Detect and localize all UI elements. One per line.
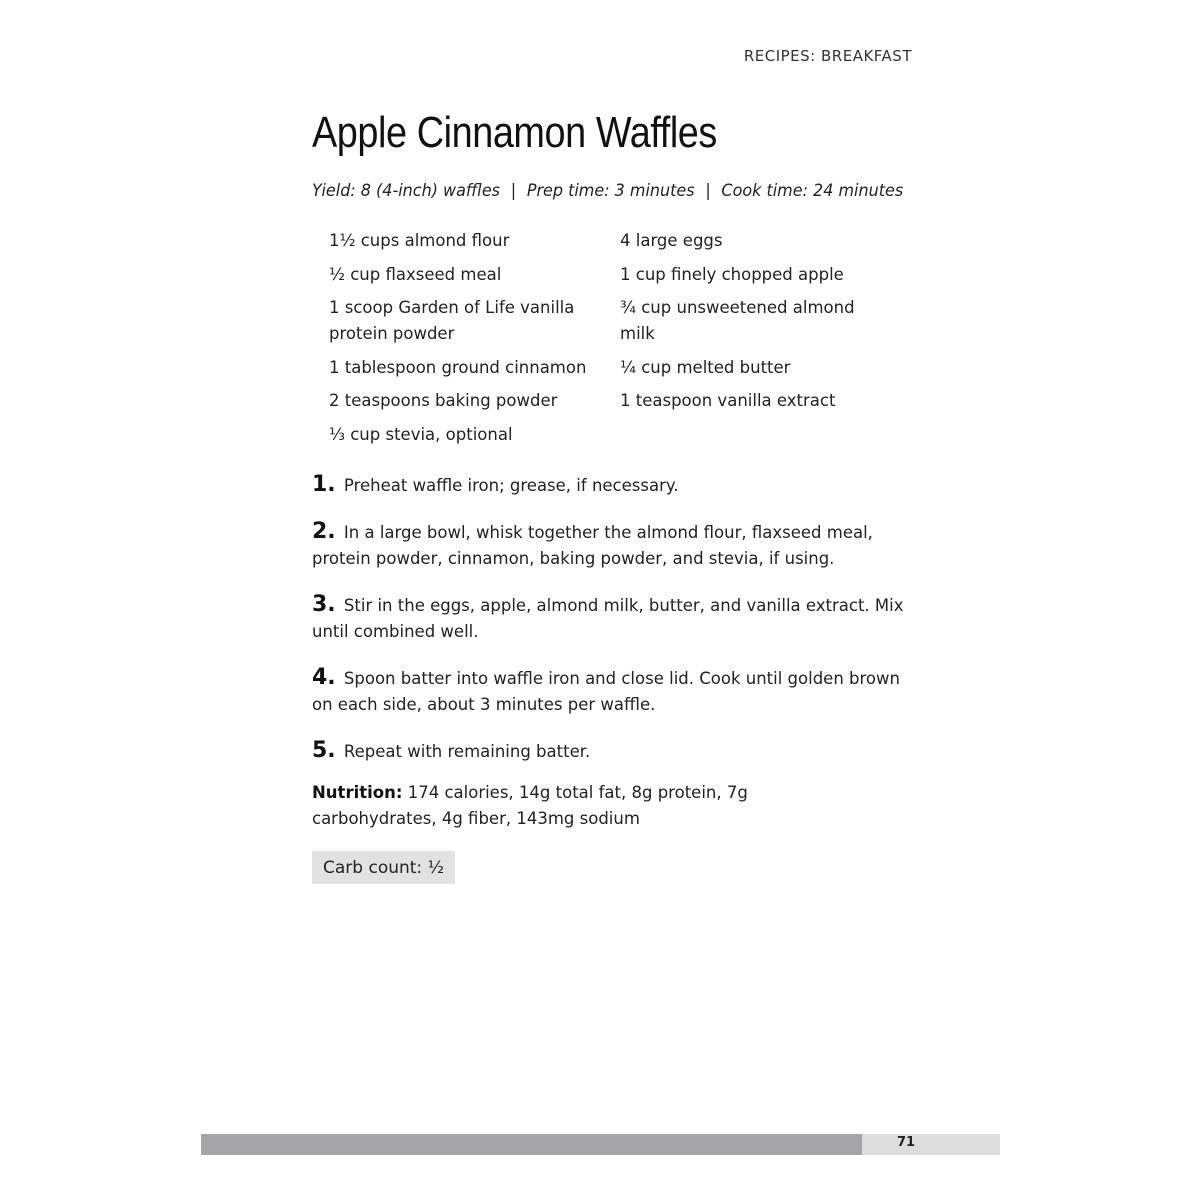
step-number: 5. — [312, 738, 336, 763]
step-text: Preheat waffle iron; grease, if necessary. — [343, 476, 679, 495]
step-number: 1. — [312, 472, 336, 497]
nutrition-text: 174 calories, 14g total fat, 8g protein, 7g carbohydrates, 4g fiber, 143mg sodium — [312, 783, 748, 828]
meta-separator: | — [705, 181, 711, 201]
instructions-list — [312, 472, 912, 785]
instruction-step — [312, 665, 912, 718]
ingredient-item: ¼ cup melted butter — [620, 357, 791, 377]
footer-page-tab — [862, 1134, 1000, 1155]
instruction-step — [312, 519, 912, 572]
nutrition-info — [312, 780, 872, 832]
ingredient-item: ⅓ cup stevia, optional — [329, 424, 513, 444]
ingredients-right-column — [620, 228, 880, 455]
cook-time: Cook time: 24 minutes — [721, 181, 904, 201]
ingredient-item: 4 large eggs — [620, 231, 723, 250]
step-text: Stir in the eggs, apple, almond milk, butter, and vanilla extract. Mix until combined well. — [312, 596, 904, 641]
ingredient-item: 1 scoop Garden of Life vanilla protein powder — [329, 298, 575, 343]
yield-info: Yield: 8 (4-inch) waffles — [312, 181, 500, 201]
instruction-step — [312, 472, 912, 499]
ingredient-item: 1½ cups almond flour — [329, 231, 510, 250]
meta-separator: | — [510, 181, 517, 201]
step-number: 3. — [312, 592, 336, 617]
ingredient-item: 1 cup finely chopped apple — [620, 264, 844, 284]
ingredient-item: 2 teaspoons baking powder — [329, 391, 558, 410]
page-number: 71 — [897, 1135, 916, 1150]
footer-bar — [201, 1134, 862, 1155]
step-text: Spoon batter into waffle iron and close lid. Cook until golden brown on each side, about 3 minutes per waffle. — [312, 669, 900, 714]
ingredient-item: ½ cup flaxseed meal — [329, 264, 502, 284]
step-number: 2. — [312, 519, 336, 544]
ingredient-item: 1 teaspoon vanilla extract — [620, 391, 836, 410]
carb-count-badge: Carb count: ½ — [312, 851, 455, 884]
ingredients-list — [329, 228, 889, 455]
recipe-title: Apple Cinnamon Waffles — [312, 108, 717, 157]
step-number: 4. — [312, 665, 336, 690]
ingredient-item: ¾ cup unsweetened almond milk — [620, 298, 855, 343]
ingredient-item: 1 tablespoon ground cinnamon — [329, 357, 587, 377]
instruction-step — [312, 592, 912, 645]
recipe-meta — [312, 181, 903, 201]
step-text: In a large bowl, whisk together the almond flour, flaxseed meal, protein powder, cinnamon, baking powder, and stevia, if using. — [312, 523, 873, 568]
ingredients-left-column — [329, 228, 620, 455]
prep-time: Prep time: 3 minutes — [526, 181, 695, 201]
step-text: Repeat with remaining batter. — [343, 742, 591, 761]
nutrition-label: Nutrition: — [312, 783, 403, 802]
running-head: RECIPES: BREAKFAST — [743, 47, 912, 65]
instruction-step — [312, 738, 912, 765]
